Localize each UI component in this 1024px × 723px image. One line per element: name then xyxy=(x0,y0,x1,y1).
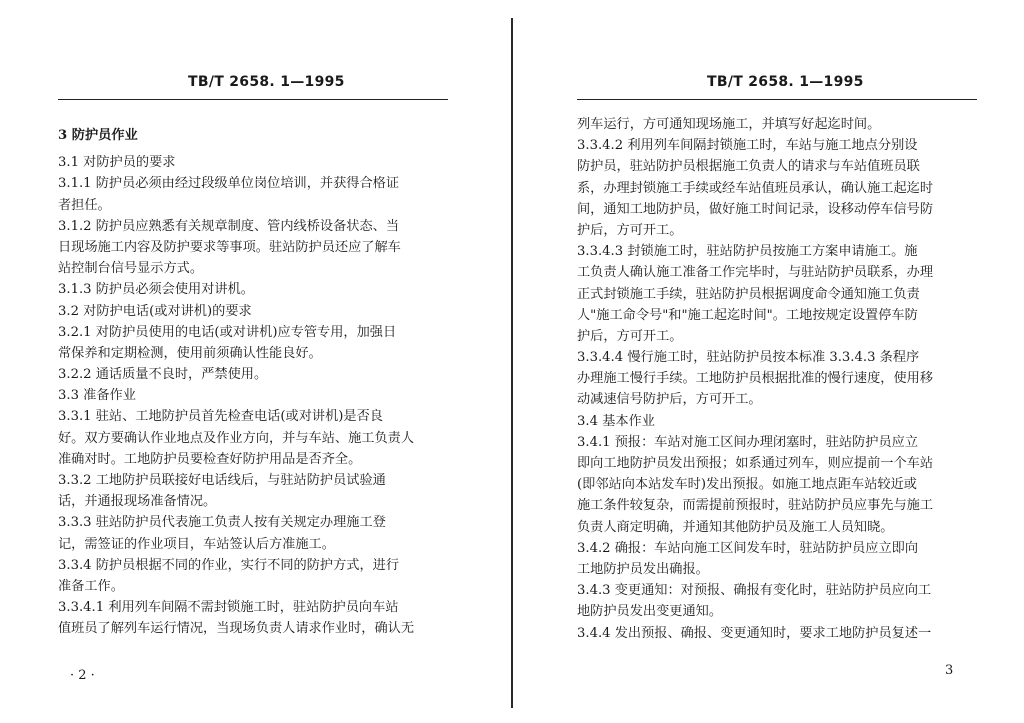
right-page-number: 3 xyxy=(945,663,954,678)
text-line: 即向工地防护员发出预报；如系通过列车，则应提前一个车站 xyxy=(577,456,934,471)
text-line: 准备工作。 xyxy=(58,578,124,594)
right-page xyxy=(515,0,1024,723)
text-line: 3.4.4 发出预报、确报、变更通知时，要求工地防护员复述一 xyxy=(577,625,932,641)
text-line: 防护员，驻站防护员根据施工负责人的请求与车站值班员联 xyxy=(577,159,920,175)
text-line: 3.3.4.3 封锁施工时，驻站防护员按施工方案申请施工。施 xyxy=(577,244,918,260)
text-line: 3.3.4.4 慢行施工时，驻站防护员按本标准 3.3.4.3 条程序 xyxy=(577,350,920,366)
text-line: 护后，方可开工。 xyxy=(577,222,683,238)
text-line: 记，需签证的作业项目，车站签认后方准施工。 xyxy=(58,536,335,552)
text-line: 值班员了解列车运行情况，当现场负责人请求作业时，确认无 xyxy=(58,621,415,637)
text-line: 负责人商定明确，并通知其他防护员及施工人员知晓。 xyxy=(577,519,894,535)
text-line: 3.1 对防护员的要求 xyxy=(58,155,176,171)
text-line: 护后，方可开工。 xyxy=(577,328,683,344)
text-line: 3.2 对防护电话(或对讲机)的要求 xyxy=(58,303,252,319)
text-line: 3.3.4.1 利用列车间隔不需封锁施工时，驻站防护员向车站 xyxy=(58,600,399,616)
book-spine xyxy=(511,18,513,708)
right-page-body xyxy=(577,114,981,644)
text-line: 3.4.3 变更通知：对预报、确报有变化时，驻站防护员应向工 xyxy=(577,583,932,599)
text-line: 工地防护员发出确报。 xyxy=(577,561,709,577)
right-page-header: TB/T 2658. 1—1995 xyxy=(707,74,864,90)
text-line: 日现场施工内容及防护要求等事项。驻站防护员还应了解车 xyxy=(58,239,401,255)
text-line: 话，并通报现场准备情况。 xyxy=(58,494,217,510)
text-line: 3.1.2 防护员应熟悉有关规章制度、管内线桥设备状态、当 xyxy=(58,218,400,234)
text-line: 3.4 基本作业 xyxy=(577,413,655,429)
right-header-rule xyxy=(577,99,977,100)
text-line: 站控制台信号显示方式。 xyxy=(58,261,204,277)
text-line: (即邻站向本站发车时)发出预报。如施工地点距车站较近或 xyxy=(577,477,917,493)
text-line: 3.2.2 通话质量不良时，严禁使用。 xyxy=(58,367,268,383)
text-line: 3.2.1 对防护员使用的电话(或对讲机)应专管专用，加强日 xyxy=(58,324,397,340)
text-line: 间，通知工地防护员，做好施工时间记录，设移动停车信号防 xyxy=(577,201,934,217)
left-header-rule xyxy=(58,99,448,100)
text-line: 3.4.2 确报：车站向施工区间发车时，驻站防护员应立即向 xyxy=(577,540,919,556)
left-page xyxy=(0,0,505,723)
text-line: 3.3.4.2 利用列车间隔封锁施工时，车站与施工地点分别设 xyxy=(577,138,918,154)
left-page-body xyxy=(58,125,450,640)
text-line: 工负责人确认施工准备工作完毕时，与驻站防护员联系，办理 xyxy=(577,265,934,281)
text-line: 者担任。 xyxy=(58,197,111,213)
text-line: 3.3.2 工地防护员联接好电话线后，与驻站防护员试验通 xyxy=(58,473,386,488)
text-line: 常保养和定期检测，使用前须确认性能良好。 xyxy=(58,345,322,361)
text-line: 3.3.3 驻站防护员代表施工负责人按有关规定办理施工登 xyxy=(58,515,386,531)
text-line: 3.1.3 防护员必须会使用对讲机。 xyxy=(58,282,254,298)
text-line: 准确对时。工地防护员要检查好防护用品是否齐全。 xyxy=(58,451,362,467)
text-line: 3.1.1 防护员必须由经过段级单位岗位培训，并获得合格证 xyxy=(58,176,400,192)
left-page-header: TB/T 2658. 1—1995 xyxy=(188,74,345,90)
text-line: 正式封锁施工手续，驻站防护员根据调度命令通知施工负责 xyxy=(577,286,920,302)
text-line: 施工条件较复杂，而需提前预报时，驻站防护员应事先与施工 xyxy=(577,498,934,514)
left-page-number: · 2 · xyxy=(70,668,95,683)
text-line: 系，办理封锁施工手续或经车站值班员承认，确认施工起迄时 xyxy=(577,180,934,196)
text-line: 列车运行，方可通知现场施工，并填写好起迄时间。 xyxy=(577,117,881,132)
text-line: 3.3.1 驻站、工地防护员首先检查电话(或对讲机)是否良 xyxy=(58,409,383,425)
text-line: 3.3.4 防护员根据不同的作业，实行不同的防护方式，进行 xyxy=(58,557,400,573)
text-line: 办理施工慢行手续。工地防护员根据批准的慢行速度，使用移 xyxy=(577,371,934,387)
text-line: 3.3 准备作业 xyxy=(58,388,136,404)
text-line: 3 防护员作业 xyxy=(58,128,138,143)
text-line: 人"施工命令号"和"施工起迄时间"。工地按规定设置停车防 xyxy=(577,307,918,323)
text-line: 3.4.1 预报：车站对施工区间办理闭塞时，驻站防护员应立 xyxy=(577,434,919,450)
text-line: 动减速信号防护后，方可开工。 xyxy=(577,392,762,408)
text-line: 好。双方要确认作业地点及作业方向，并与车站、施工负责人 xyxy=(58,430,415,446)
text-line: 地防护员发出变更通知。 xyxy=(577,604,723,620)
